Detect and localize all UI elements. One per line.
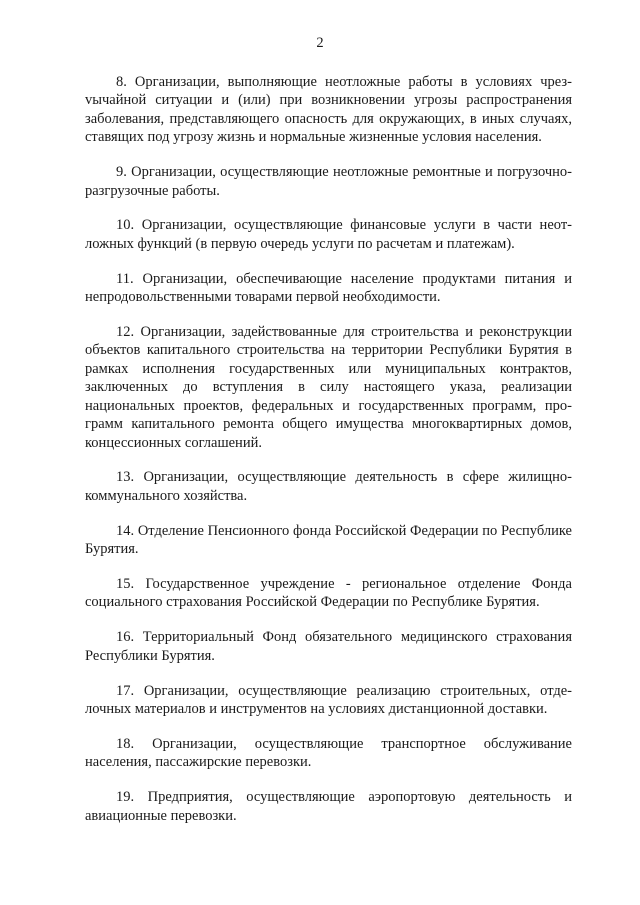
list-item-18: 18. Организации, осуществляющие транспортное обслуживание населения, пассажирские перевозки. [85, 735, 572, 771]
list-item-13: 13. Организации, осуществляющие деятельность в сфере жилищно-коммунального хозяйства. [85, 469, 572, 504]
list-item-12: 12. Организации, задействованные для строительства и реконструкции объектов капитального строительства на территории Республики Бурятия в рамках исполнения государственных или муниципальных контрактов, заключенных до вступления в силу настоящего указа, реализации национальных проектов, федеральных и государственных программ, программ капитального ремонта общего имущества многоквартирных домов, концессионных соглашений. [85, 324, 572, 451]
list-item-10: 10. Организации, осуществляющие финансовые услуги в части неотложных функций (в первую очередь услуги по расчетам и платежам). [85, 217, 572, 252]
list-item-16: 16. Территориальный Фонд обязательного медицинского страхования Республики Бурятия. [85, 629, 572, 664]
list-item-8: 8. Организации, выполняющие неотложные работы в условиях чрезvычайной ситуации и (или) при возникновении угрозы распространения заболевания, представляющего опасность для окружающих, в иных случаях, ставящих под угрозу жизнь и нормальные жизненные условия населения. [85, 74, 572, 146]
page-number: 2 [316, 35, 324, 51]
list-item-9: 9. Организации, осуществляющие неотложные ремонтные и погрузочно-разгрузочные работы. [85, 164, 572, 199]
document-body [85, 73, 572, 842]
list-item-17: 17. Организации, осуществляющие реализацию строительных, отделочных материалов и инструментов на условиях дистанционной доставки. [85, 682, 572, 718]
list-item-19: 19. Предприятия, осуществляющие аэропортовую деятельность и авиационные перевозки. [85, 789, 572, 824]
list-item-15: 15. Государственное учреждение - региональное отделение Фонда социального страхования Российской Федерации по Республике Бурятия. [85, 576, 572, 611]
list-item-14: 14. Отделение Пенсионного фонда Российской Федерации по Республике Бурятия. [85, 522, 572, 558]
list-item-11: 11. Организации, обеспечивающие население продуктами питания и непродовольственными товарами первой необходимости. [85, 270, 572, 306]
